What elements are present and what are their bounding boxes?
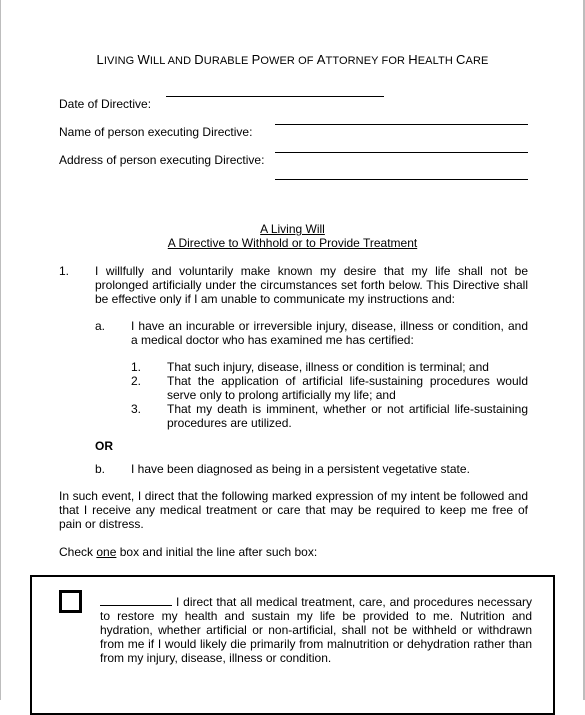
section-heading: A Living Will: [260, 222, 325, 236]
date-field-line[interactable]: [166, 96, 384, 97]
subitem-3-number: 3.: [131, 402, 142, 416]
subitem-2-text: That the application of artificial life-sustaining procedures would serve only to prolong artificially my life; and: [167, 374, 528, 402]
subitem-3-text: That my death is imminent, whether or not artificial life-sustaining procedures are utilized.: [167, 402, 528, 430]
page-left-border: [0, 0, 1, 700]
or-label: OR: [95, 439, 113, 453]
item-1-text: I willfully and voluntarily make known my desire that my life shall not be prolonged artificially under the circumstances set forth below. This Directive shall be effective only if I am unable to communicate my instructions and:: [95, 264, 528, 306]
subitem-1-number: 1.: [131, 360, 142, 374]
section-subheading: A Directive to Withhold or to Provide Treatment: [167, 236, 418, 250]
item-b-text: I have been diagnosed as being in a persistent vegetative state.: [131, 462, 470, 476]
check-instruction-emphasis: one: [96, 545, 117, 559]
name-field-line[interactable]: [275, 124, 528, 125]
item-1-number: 1.: [59, 264, 70, 278]
item-a-letter: a.: [95, 319, 106, 333]
name-label: Name of person executing Directive:: [59, 125, 253, 139]
subitem-2-number: 2.: [131, 374, 142, 388]
such-event-paragraph: In such event, I direct that the following marked expression of my intent be followed and that I receive any medical treatment or care that may be required to keep me free of pain or distress.: [59, 489, 528, 531]
subitem-1-text: That such injury, disease, illness or condition is terminal; and: [167, 360, 489, 374]
item-b-letter: b.: [95, 462, 106, 476]
document-title: LIVING WILL AND DURABLE POWER OF ATTORNEY FOR HEALTH CARE: [96, 52, 489, 67]
address-field-line-2[interactable]: [275, 179, 528, 180]
option-1-checkbox[interactable]: [59, 590, 82, 613]
item-a-text: I have an incurable or irreversible injury, disease, illness or condition, and a medical doctor who has examined me has certified:: [131, 319, 528, 347]
address-field-line-1[interactable]: [275, 152, 528, 153]
check-instruction: Check one box and initial the line after such box:: [59, 545, 318, 559]
date-label: Date of Directive:: [59, 97, 152, 111]
address-label: Address of person executing Directive:: [59, 153, 265, 167]
option-1-text: I direct that all medical treatment, care, and procedures necessary to restore my health and sustain my life be provided to me. Nutrition and hydration, whether artificial or non-artificial, shall not be withheld or withdrawn from me if I would likely die primarily from malnutrition or dehydration rather than from my injury, disease, illness or condition.: [100, 595, 532, 665]
